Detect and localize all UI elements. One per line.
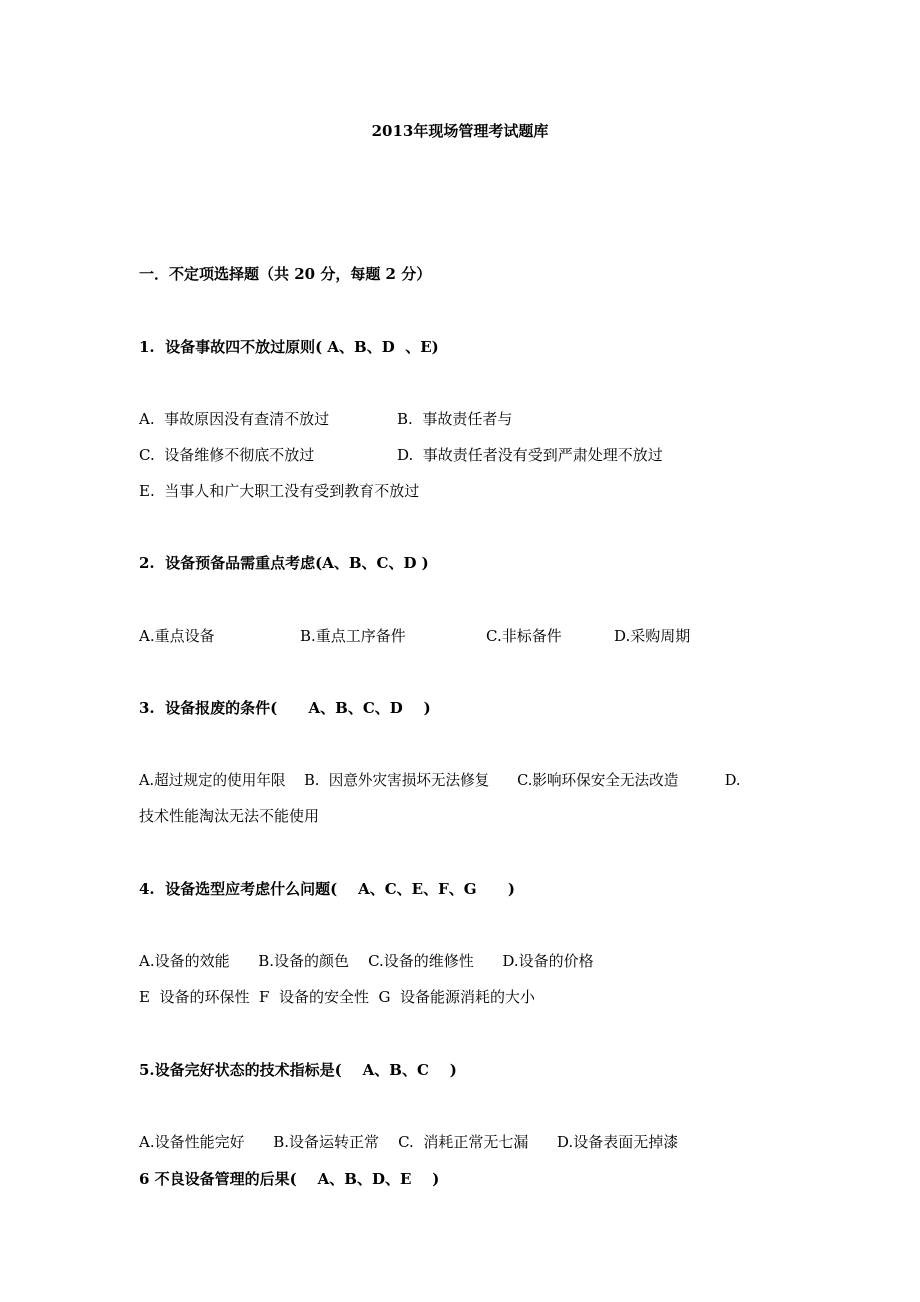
question-1-option-b: B. 事故责任者与 bbox=[397, 410, 513, 428]
question-1-heading: 1. 设备事故四不放过原则( A、B、D 、E) bbox=[139, 338, 439, 356]
question-3-options-line-1: A.超过规定的使用年限 B. 因意外灾害损坏无法修复 C.影响环保安全无法改造 D. bbox=[139, 772, 741, 789]
question-1-option-c: C. 设备维修不彻底不放过 bbox=[139, 446, 315, 464]
question-4-heading: 4. 设备选型应考虑什么问题( A、C、E、F、G ) bbox=[139, 880, 515, 898]
question-2-option-d: D.采购周期 bbox=[614, 627, 691, 645]
question-5-options-line-1: A.设备性能完好 B.设备运转正常 C. 消耗正常无七漏 D.设备表面无掉漆 bbox=[139, 1133, 679, 1151]
document-title: 2013年现场管理考试题库 bbox=[371, 122, 549, 140]
question-6-heading: 6 不良设备管理的后果( A、B、D、E ) bbox=[139, 1170, 440, 1188]
question-2-option-b: B.重点工序备件 bbox=[300, 627, 406, 645]
question-2-heading: 2. 设备预备品需重点考虑(A、B、C、D ) bbox=[139, 554, 429, 572]
question-4-options-line-2: E 设备的环保性 F 设备的安全性 G 设备能源消耗的大小 bbox=[139, 988, 536, 1006]
question-1-option-a: A. 事故原因没有查清不放过 bbox=[139, 410, 330, 428]
question-1-option-d: D. 事故责任者没有受到严肃处理不放过 bbox=[397, 446, 663, 464]
question-2-option-a: A.重点设备 bbox=[139, 627, 215, 645]
question-1-option-e: E. 当事人和广大职工没有受到教育不放过 bbox=[139, 482, 420, 500]
section-heading: 一．不定项选择题（共 20 分，每题 2 分） bbox=[139, 265, 432, 283]
question-5-heading: 5.设备完好状态的技术指标是( A、B、C ) bbox=[139, 1061, 457, 1079]
question-3-options-line-2: 技术性能淘汰无法不能使用 bbox=[139, 807, 320, 825]
question-4-options-line-1: A.设备的效能 B.设备的颜色 C.设备的维修性 D.设备的价格 bbox=[139, 952, 594, 970]
question-2-option-c: C.非标备件 bbox=[486, 627, 562, 645]
question-3-heading: 3. 设备报废的条件( A、B、C、D ) bbox=[139, 699, 431, 717]
